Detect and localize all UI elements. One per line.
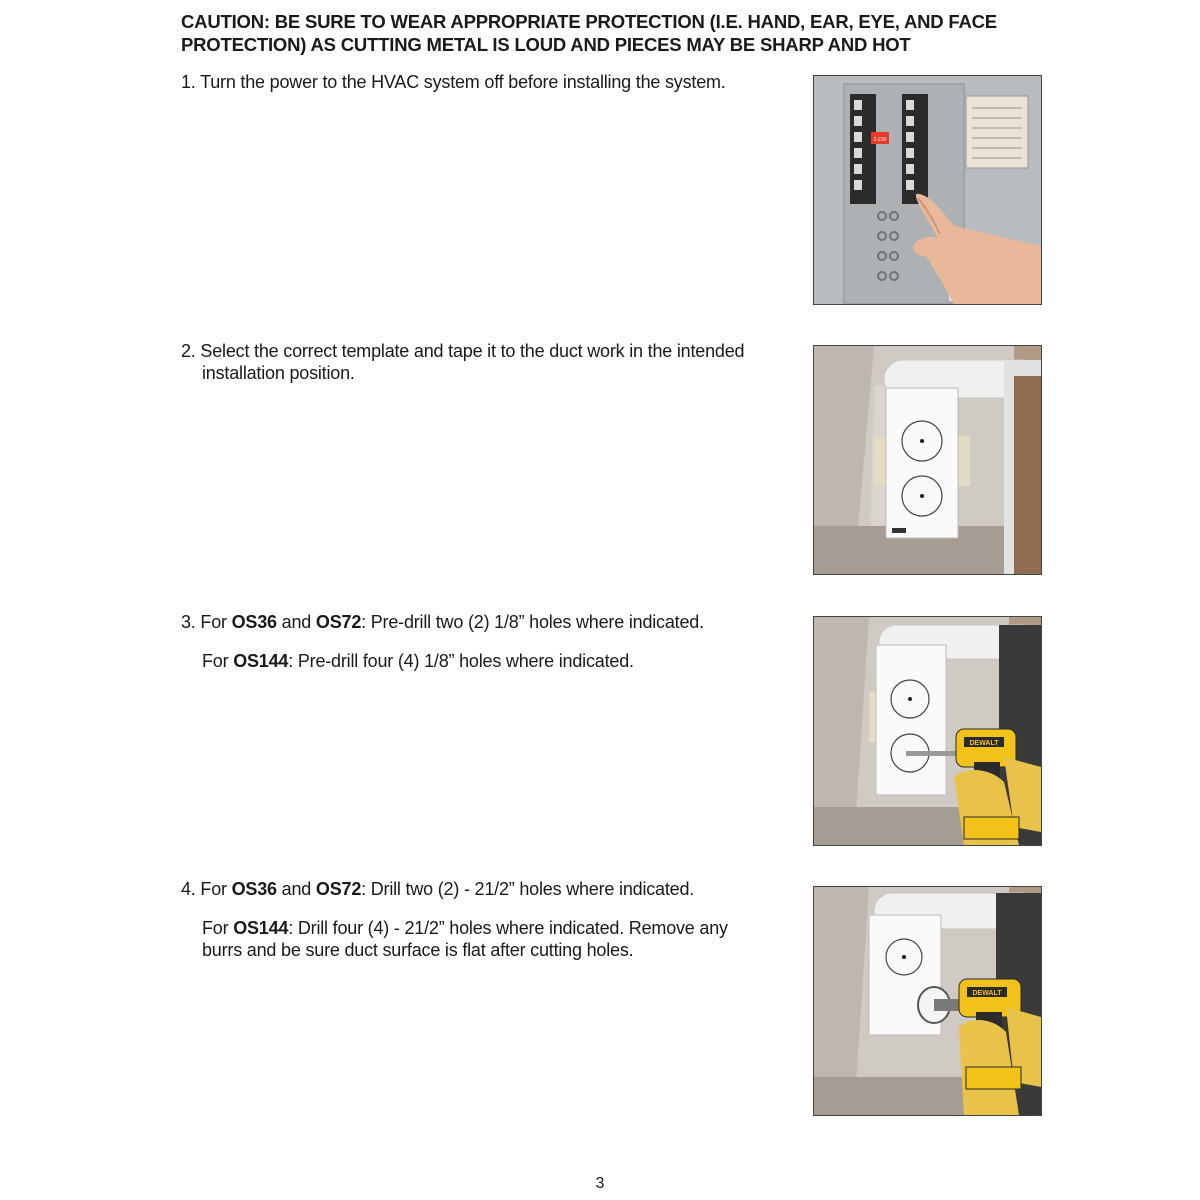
step-3 — [181, 611, 801, 672]
hole-saw-illustration — [814, 887, 1041, 1115]
caution-warning — [181, 10, 1041, 56]
breaker-label: 2-230 — [873, 137, 887, 143]
model-os36: OS36 — [231, 612, 277, 632]
step-1-text: 1. Turn the power to the HVAC system off before installing the system. — [181, 72, 726, 92]
model-os144: OS144 — [233, 918, 289, 938]
model-os72: OS72 — [315, 612, 362, 632]
template-taped-illustration — [814, 346, 1041, 574]
svg-text:DEWALT: DEWALT — [969, 740, 999, 747]
step-2-text: 2. Select the correct template and tape it to the duct work in the intended — [181, 341, 745, 361]
photo-template-taped — [813, 345, 1042, 575]
step-4 — [181, 878, 801, 961]
photo-hole-saw — [813, 886, 1042, 1116]
caution-line-1: CAUTION: BE SURE TO WEAR APPROPRIATE PROTECTION (I.E. HAND, EAR, EYE, AND FACE — [181, 11, 997, 32]
caution-line-2: PROTECTION) AS CUTTING METAL IS LOUD AND PIECES MAY BE SHARP AND HOT — [181, 34, 911, 55]
model-os36: OS36 — [231, 879, 277, 899]
step-4-subtext: For OS144: Drill four (4) - 21/2” holes where indicated. Remove any — [202, 918, 728, 938]
photo-breaker-panel — [813, 75, 1042, 305]
pre-drill-illustration — [814, 617, 1041, 845]
step-2-text-continued: installation position. — [202, 363, 355, 383]
step-4-text: 4. For OS36 and OS72: Drill two (2) - 21/2” holes where indicated. — [181, 879, 695, 899]
photo-pre-drill — [813, 616, 1042, 846]
page-number: 3 — [595, 1175, 605, 1192]
model-os72: OS72 — [315, 879, 362, 899]
step-2 — [181, 340, 801, 384]
step-4-subtext-continued: burrs and be sure duct surface is flat after cutting holes. — [202, 940, 634, 960]
breaker-panel-illustration — [814, 76, 1041, 304]
step-3-subtext: For OS144: Pre-drill four (4) 1/8” holes where indicated. — [202, 651, 634, 671]
step-1 — [181, 71, 801, 93]
svg-text:DEWALT: DEWALT — [972, 990, 1002, 997]
step-3-text: 3. For OS36 and OS72: Pre-drill two (2) 1/8” holes where indicated. — [181, 612, 704, 632]
model-os144: OS144 — [233, 651, 289, 671]
